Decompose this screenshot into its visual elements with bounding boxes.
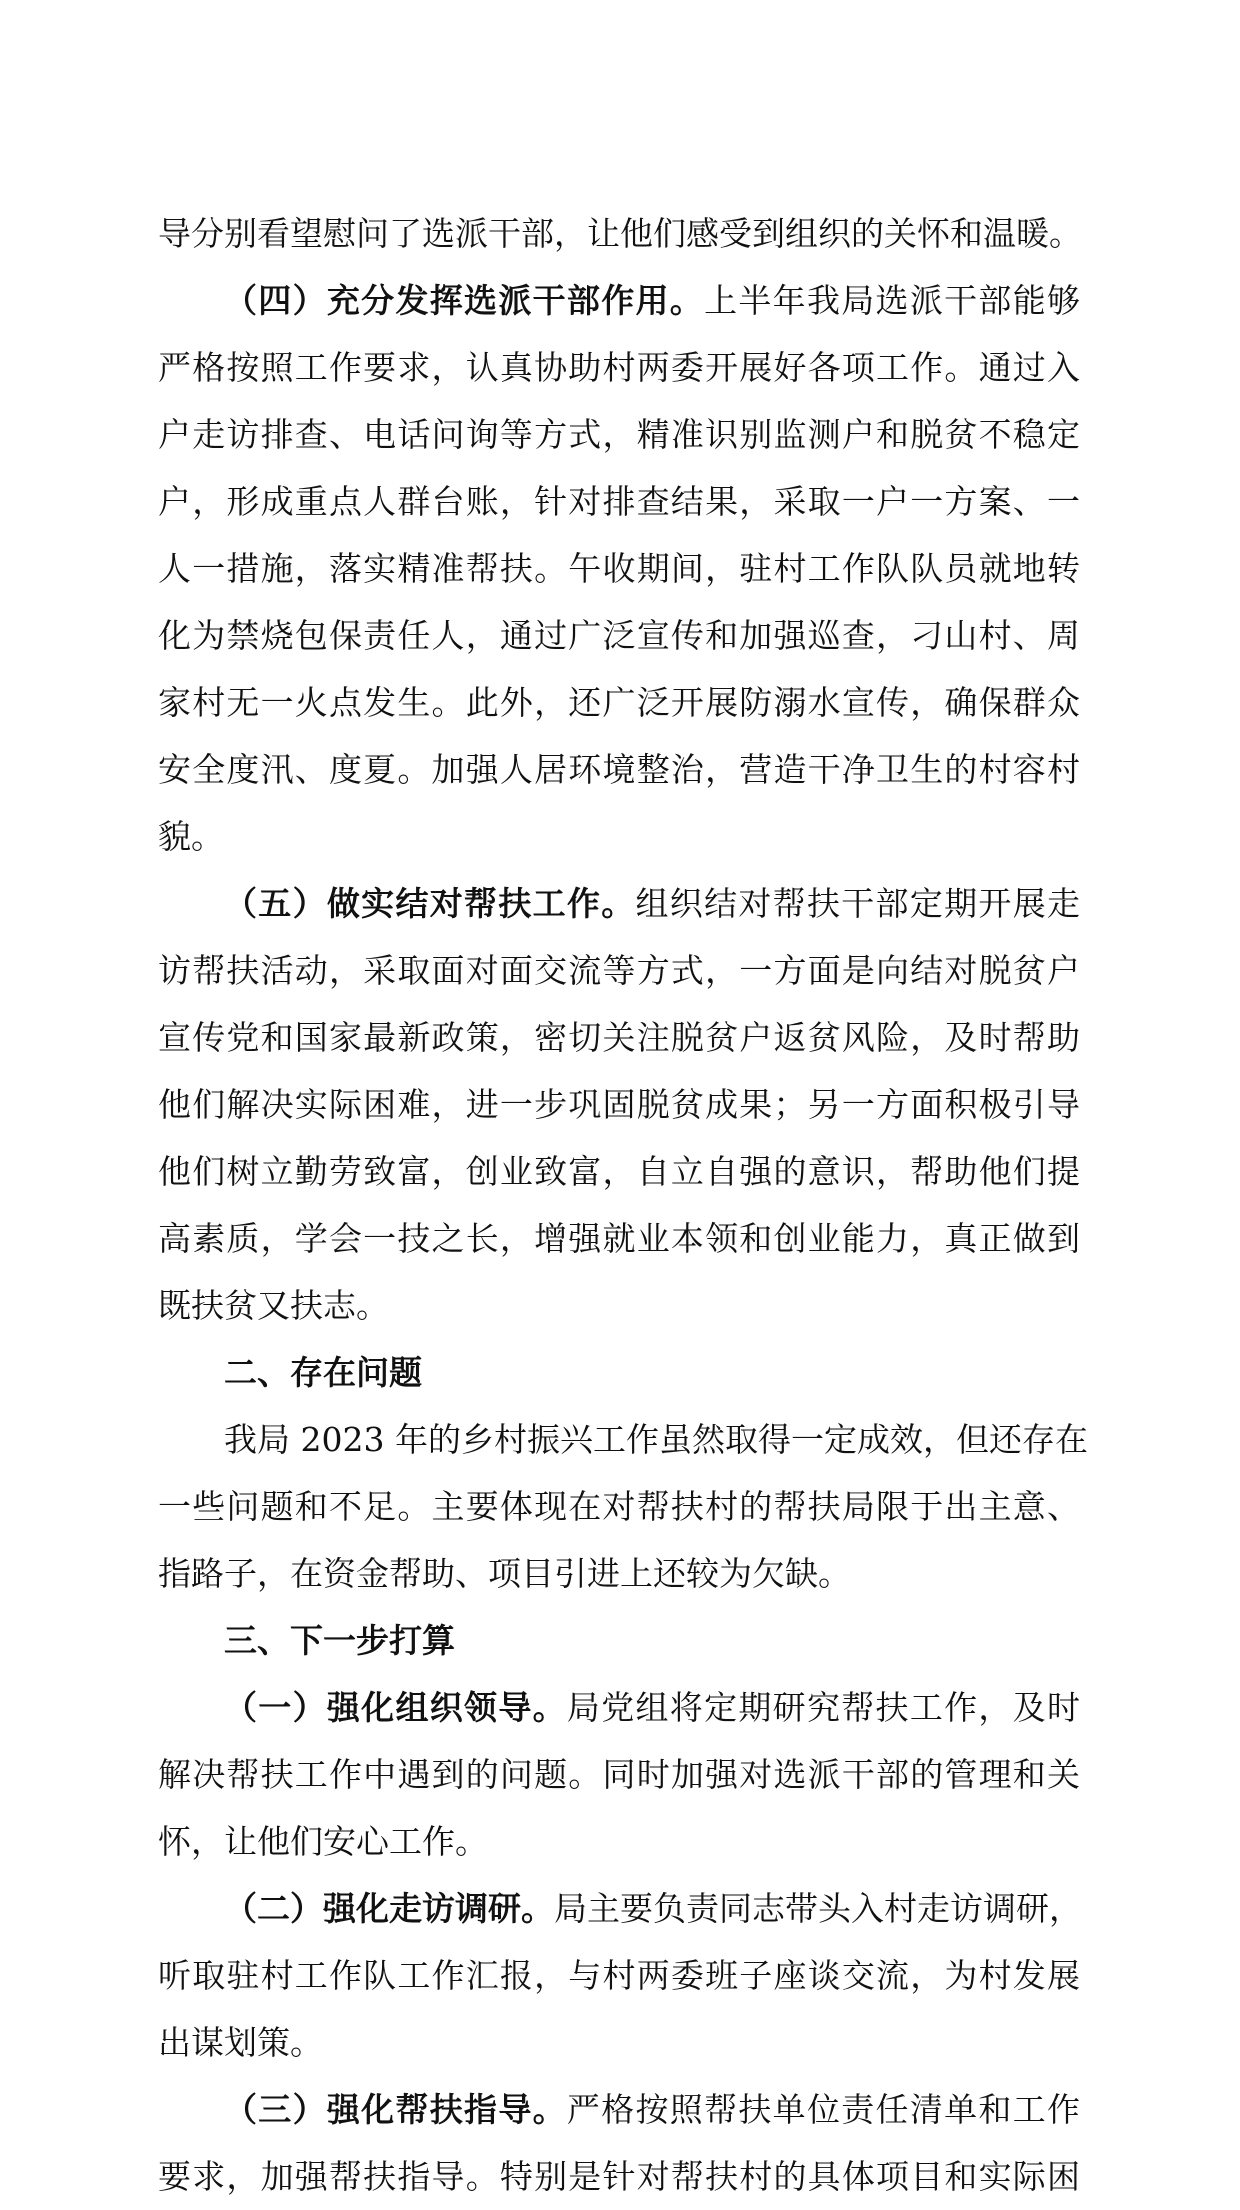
paragraph-first-line	[158, 870, 1080, 937]
paragraph-first-line	[158, 267, 1080, 334]
text-line: 听取驻村工作队工作汇报，与村两委班子座谈交流，为村发展	[158, 1956, 1080, 1995]
text-line: 要求，加强帮扶指导。特别是针对帮扶村的具体项目和实际困	[158, 2157, 1080, 2196]
text-line: 严格按照工作要求，认真协助村两委开展好各项工作。通过入	[158, 348, 1080, 387]
subsection-heading: （一）强化组织领导。	[224, 1688, 567, 1727]
text-line: 他们解决实际困难，进一步巩固脱贫成果；另一方面积极引导	[158, 1085, 1080, 1124]
text-line: 高素质，学会一技之长，增强就业本领和创业能力，真正做到	[158, 1219, 1080, 1258]
text-span: 局主要负责同志带头入村走访调研，	[554, 1889, 1082, 1928]
subsection-heading: （二）强化走访调研。	[224, 1889, 554, 1928]
subsection-heading: （四）充分发挥选派干部作用。	[224, 281, 705, 320]
text-line: 访帮扶活动，采取面对面交流等方式，一方面是向结对脱贫户	[158, 951, 1080, 990]
document-page	[158, 200, 1088, 2210]
text-line: 导分别看望慰问了选派干部，让他们感受到组织的关怀和温暖。	[158, 214, 1082, 253]
paragraph-first-line	[158, 1674, 1080, 1741]
section-heading: 二、存在问题	[224, 1353, 422, 1392]
text-line: 户，形成重点人群台账，针对排查结果，采取一户一方案、一	[158, 482, 1080, 521]
text-line: 怀，让他们安心工作。	[158, 1822, 488, 1861]
text-span: 严格按照帮扶单位责任清单和工作	[566, 2090, 1081, 2129]
text-line: 指路子，在资金帮助、项目引进上还较为欠缺。	[158, 1554, 851, 1593]
text-span: 组织结对帮扶干部定期开展走	[635, 884, 1081, 923]
subsection-heading: （五）做实结对帮扶工作。	[224, 884, 636, 923]
paragraph-first-line: 我局 2023 年的乡村振兴工作虽然取得一定成效，但还存在	[224, 1420, 1088, 1459]
text-line: 出谋划策。	[158, 2023, 323, 2062]
text-line: 既扶贫又扶志。	[158, 1286, 389, 1325]
text-line: 一些问题和不足。主要体现在对帮扶村的帮扶局限于出主意、	[158, 1487, 1080, 1526]
text-line: 家村无一火点发生。此外，还广泛开展防溺水宣传，确保群众	[158, 683, 1080, 722]
text-line: 貌。	[158, 817, 224, 856]
text-line: 安全度汛、度夏。加强人居环境整治，营造干净卫生的村容村	[158, 750, 1080, 789]
text-line: 宣传党和国家最新政策，密切关注脱贫户返贫风险，及时帮助	[158, 1018, 1080, 1057]
text-line: 户走访排查、电话问询等方式，精准识别监测户和脱贫不稳定	[158, 415, 1080, 454]
paragraph-first-line	[158, 1875, 1080, 1942]
text-span: 局党组将定期研究帮扶工作，及时	[566, 1688, 1081, 1727]
text-line: 人一措施，落实精准帮扶。午收期间，驻村工作队队员就地转	[158, 549, 1080, 588]
text-line: 解决帮扶工作中遇到的问题。同时加强对选派干部的管理和关	[158, 1755, 1080, 1794]
text-line: 他们树立勤劳致富，创业致富，自立自强的意识，帮助他们提	[158, 1152, 1080, 1191]
section-heading: 三、下一步打算	[224, 1621, 455, 1660]
text-span: 上半年我局选派干部能够	[704, 281, 1081, 320]
subsection-heading: （三）强化帮扶指导。	[224, 2090, 567, 2129]
paragraph-first-line	[158, 2076, 1080, 2143]
text-line: 化为禁烧包保责任人，通过广泛宣传和加强巡查，刁山村、周	[158, 616, 1080, 655]
